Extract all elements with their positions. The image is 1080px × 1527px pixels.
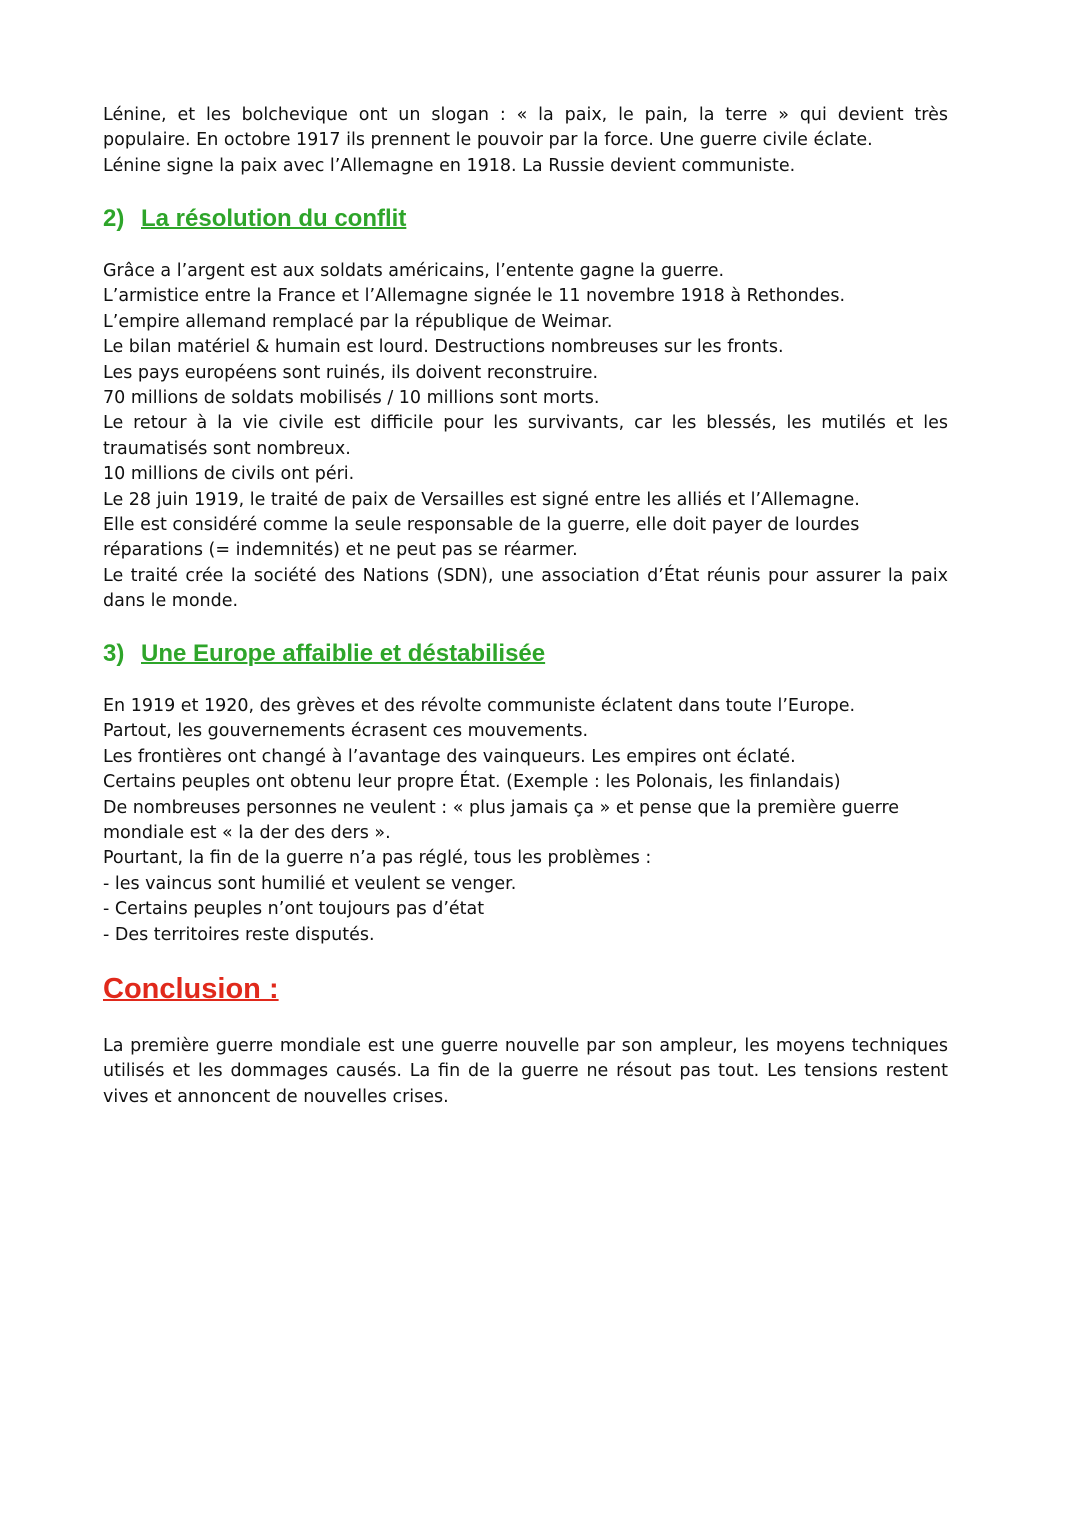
text-line: - Des territoires reste disputés. <box>103 924 375 945</box>
text-line: 70 millions de soldats mobilisés / 10 millions sont morts. <box>103 387 600 408</box>
text-line: En 1919 et 1920, des grèves et des révolte communiste éclatent dans toute l’Europe. <box>103 696 856 716</box>
text-line: La première guerre mondiale est une guerre nouvelle par son ampleur, les moyens techniques <box>103 1036 948 1056</box>
section-2-heading <box>103 205 406 233</box>
text-line: De nombreuses personnes ne veulent : « plus jamais ça » et pense que la première guerre <box>103 797 900 818</box>
text-line: Les pays européens sont ruinés, ils doivent reconstruire. <box>103 362 599 383</box>
intro-paragraph <box>103 103 948 179</box>
text-line: - Certains peuples n’ont toujours pas d’état <box>103 899 485 920</box>
section-3-heading <box>103 640 545 668</box>
conclusion-heading: Conclusion : <box>103 973 279 1005</box>
text-line: 10 millions de civils ont péri. <box>103 464 355 485</box>
text-line: populaire. En octobre 1917 ils prennent le pouvoir par la force. Une guerre civile éclate. <box>103 130 873 151</box>
section-title: Une Europe affaiblie et déstabilisée <box>141 640 546 667</box>
section-title: La résolution du conflit <box>141 205 407 232</box>
text-line: réparations (= indemnités) et ne peut pas se réarmer. <box>103 540 578 561</box>
text-line: L’armistice entre la France et l’Allemagne signée le 11 novembre 1918 à Rethondes. <box>103 286 846 307</box>
text-line: Le 28 juin 1919, le traité de paix de Versailles est signé entre les alliés et l’Allemagne. <box>103 489 860 510</box>
text-line: Elle est considéré comme la seule responsable de la guerre, elle doit payer de lourdes <box>103 514 860 535</box>
text-line: Certains peuples ont obtenu leur propre État. (Exemple : les Polonais, les finlandais) <box>103 772 841 793</box>
text-line: L’empire allemand remplacé par la république de Weimar. <box>103 311 613 332</box>
text-line: Le traité crée la société des Nations (SDN), une association d’État réunis pour assurer la paix <box>103 565 948 586</box>
text-line: Lénine, et les bolchevique ont un slogan : « la paix, le pain, la terre » qui devient très <box>103 105 948 125</box>
text-line: dans le monde. <box>103 591 239 612</box>
text-line: Les frontières ont changé à l’avantage des vainqueurs. Les empires ont éclaté. <box>103 746 796 767</box>
text-line: vives et annoncent de nouvelles crises. <box>103 1086 449 1107</box>
text-line: mondiale est « la der des ders ». <box>103 822 391 843</box>
section-2-paragraph <box>103 259 948 614</box>
text-line: traumatisés sont nombreux. <box>103 438 351 459</box>
section-number: 2) <box>103 205 125 232</box>
section-3-paragraph <box>103 694 948 948</box>
text-line: Le retour à la vie civile est difficile pour les survivants, car les blessés, les mutilés et les <box>103 413 948 434</box>
text-line: Pourtant, la fin de la guerre n’a pas réglé, tous les problèmes : <box>103 848 652 869</box>
section-number: 3) <box>103 640 125 667</box>
text-line: Lénine signe la paix avec l’Allemagne en 1918. La Russie devient communiste. <box>103 155 796 176</box>
conclusion-paragraph <box>103 1034 948 1110</box>
text-line: Le bilan matériel & humain est lourd. Destructions nombreuses sur les fronts. <box>103 337 784 358</box>
text-line: Partout, les gouvernements écrasent ces mouvements. <box>103 721 589 742</box>
text-line: utilisés et les dommages causés. La fin de la guerre ne résout pas tout. Les tensions restent <box>103 1061 948 1082</box>
text-line: Grâce a l’argent est aux soldats américains, l’entente gagne la guerre. <box>103 261 725 281</box>
text-line: - les vaincus sont humilié et veulent se venger. <box>103 873 517 894</box>
